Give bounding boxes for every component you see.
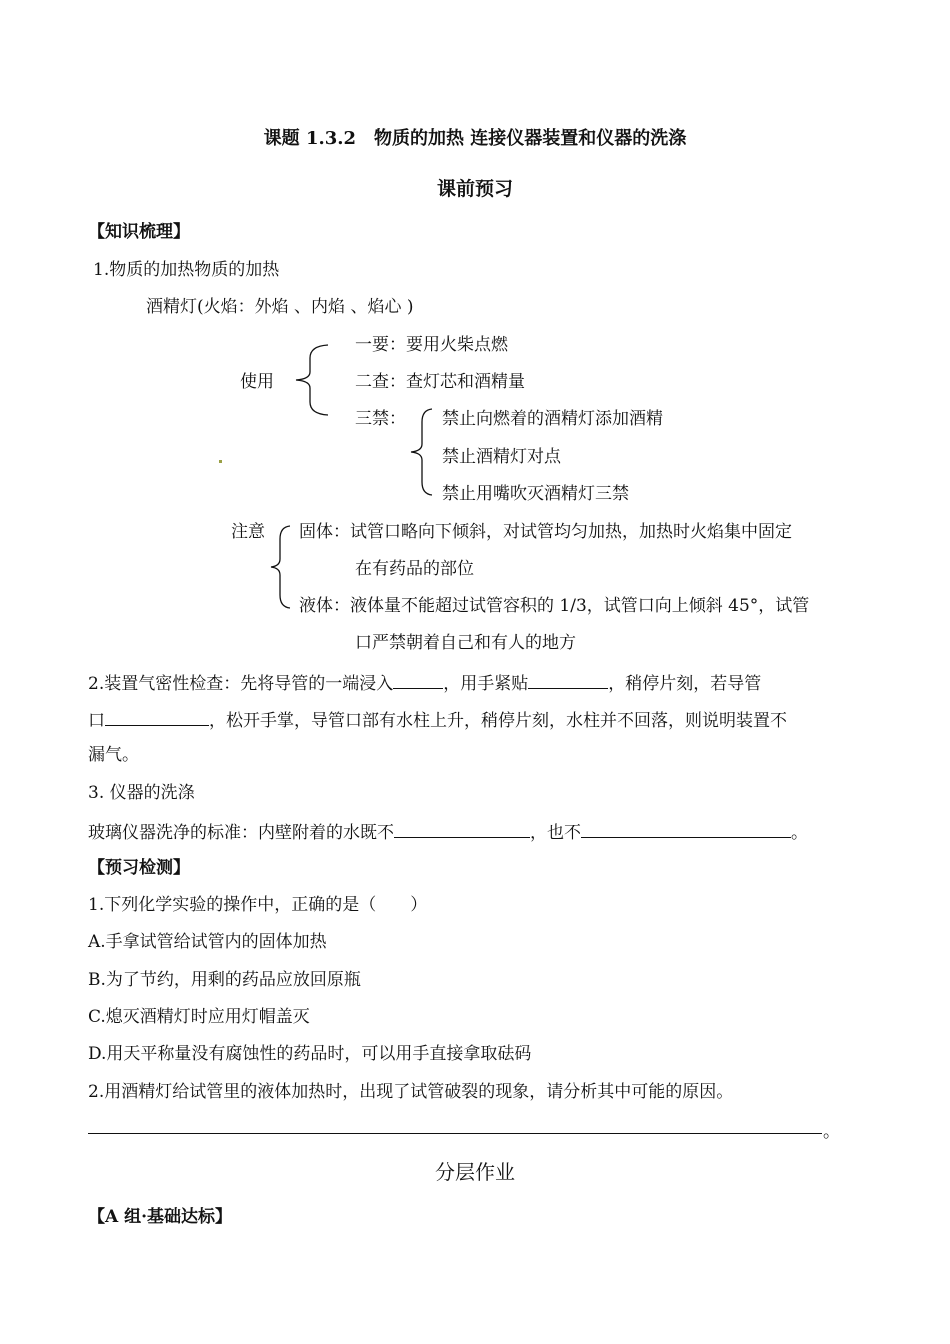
blank-4[interactable] bbox=[394, 819, 530, 838]
item-1: 1.物质的加热物质的加热 bbox=[93, 260, 280, 280]
answer-line[interactable] bbox=[88, 1133, 822, 1134]
use-rule-1: 一要：要用火柴点燃 bbox=[355, 335, 508, 355]
section-homework-heading: 分层作业 bbox=[435, 1160, 515, 1184]
stray-dot bbox=[219, 460, 222, 463]
check-header: 【预习检测】 bbox=[88, 858, 190, 878]
blank-5[interactable] bbox=[581, 819, 791, 838]
blank-2[interactable] bbox=[528, 670, 608, 689]
note-label: 注意 bbox=[231, 522, 265, 542]
question-1-option-c: C.熄灭酒精灯时应用灯帽盖灭 bbox=[88, 1007, 310, 1027]
blank-3[interactable] bbox=[105, 707, 209, 726]
ban-rule-2: 禁止酒精灯对点 bbox=[442, 447, 561, 467]
ban-rule-1: 禁止向燃着的酒精灯添加酒精 bbox=[442, 409, 663, 429]
item-2-line-2: 口 ，松开手掌，导管口部有水柱上升，稍停片刻，水柱并不回落，则说明装置不 bbox=[88, 707, 787, 732]
liquid-rule-line-2: 口严禁朝着自己和有人的地方 bbox=[355, 633, 576, 653]
doc-title: 课题 1.3.2 物质的加热 连接仪器装置和仪器的洗涤 bbox=[263, 128, 687, 149]
use-label: 使用 bbox=[240, 372, 274, 392]
liquid-rule-line-1: 液体：液体量不能超过试管容积的 1/3，试管口向上倾斜 45°，试管 bbox=[299, 596, 810, 616]
question-2: 2.用酒精灯给试管里的液体加热时，出现了试管破裂的现象，请分析其中可能的原因。 bbox=[88, 1082, 734, 1102]
question-1-option-a: A.手拿试管给试管内的固体加热 bbox=[88, 932, 327, 952]
use-rule-2: 二查：查灯芯和酒精量 bbox=[355, 372, 525, 392]
solid-rule-line-2: 在有药品的部位 bbox=[355, 559, 474, 579]
knowledge-header: 【知识梳理】 bbox=[88, 222, 190, 242]
question-1: 1.下列化学实验的操作中，正确的是（ ） bbox=[88, 895, 428, 915]
question-1-option-b: B.为了节约，用剩的药品应放回原瓶 bbox=[88, 970, 361, 990]
item-3: 3. 仪器的洗涤 bbox=[88, 783, 195, 803]
item-2-line-3: 漏气。 bbox=[88, 745, 139, 765]
blank-1[interactable] bbox=[393, 670, 443, 689]
section-preview-heading: 课前预习 bbox=[436, 178, 513, 200]
solid-rule-line-1: 固体：试管口略向下倾斜，对试管均匀加热，加热时火焰集中固定 bbox=[299, 522, 792, 542]
question-1-option-d: D.用天平称量没有腐蚀性的药品时，可以用手直接拿取砝码 bbox=[88, 1044, 532, 1064]
use-brace bbox=[292, 344, 330, 416]
answer-line-end: 。 bbox=[823, 1122, 840, 1142]
note-brace bbox=[268, 525, 292, 609]
group-a-header: 【A 组·基础达标】 bbox=[88, 1207, 233, 1227]
ban-rule-3: 禁止用嘴吹灭酒精灯三禁 bbox=[442, 484, 629, 504]
item-2-line-1: 2.装置气密性检查：先将导管的一端浸入 ，用手紧贴 ，稍停片刻，若导管 bbox=[88, 670, 761, 695]
use-rule-3: 三禁： bbox=[355, 409, 406, 429]
lamp-flame: 酒精灯(火焰：外焰 、内焰 、焰心 ) bbox=[146, 297, 414, 317]
wash-standard: 玻璃仪器洗净的标准：内壁附着的水既不 ，也不 。 bbox=[88, 819, 808, 844]
ban-brace bbox=[408, 408, 434, 496]
